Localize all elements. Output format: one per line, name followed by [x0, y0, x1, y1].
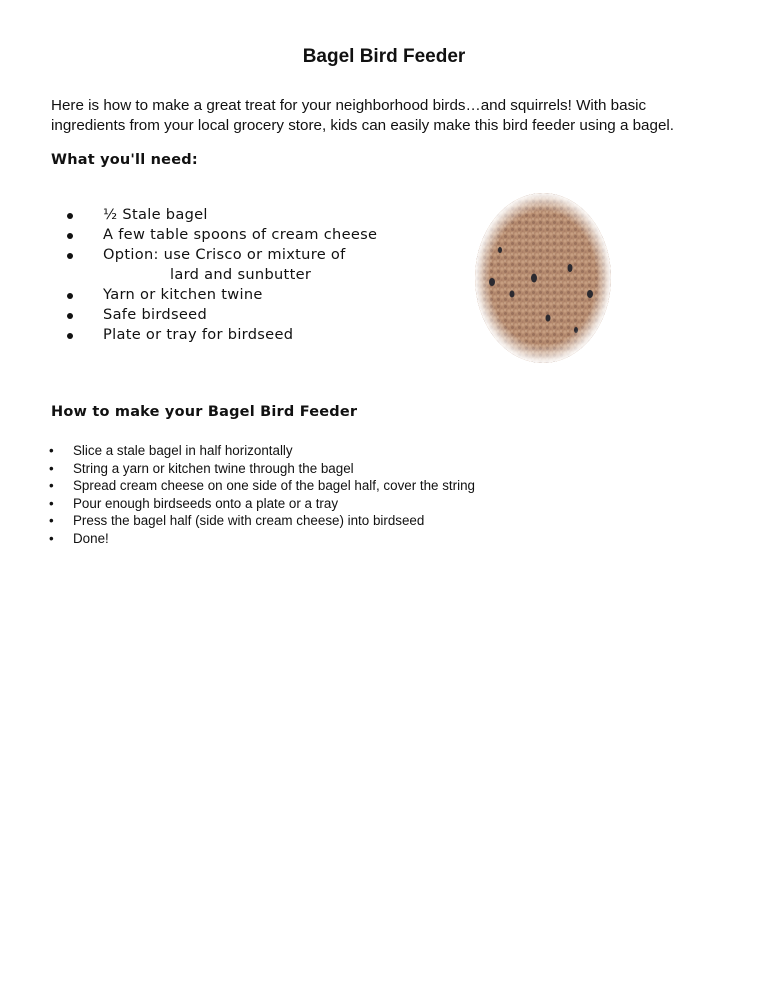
list-item-label: Option: use Crisco or mixture of	[103, 246, 346, 263]
list-item	[66, 305, 377, 325]
steps-list	[49, 442, 475, 548]
list-item-label: Done!	[73, 530, 109, 546]
intro-paragraph	[51, 96, 741, 136]
list-item	[49, 477, 475, 495]
bullet-icon: •	[49, 478, 54, 494]
document-title: Bagel Bird Feeder	[302, 46, 466, 67]
bullet-icon	[67, 253, 73, 259]
bullet-icon: •	[49, 460, 54, 476]
list-item	[49, 495, 475, 513]
list-item-label: A few table spoons of cream cheese	[103, 226, 378, 243]
bullet-icon: •	[49, 495, 54, 511]
list-item	[66, 245, 377, 265]
bullet-icon: •	[49, 513, 54, 529]
list-item	[49, 442, 475, 460]
list-item-label: Spread cream cheese on one side of the bagel half, cover the string	[73, 478, 475, 494]
list-item	[66, 325, 377, 345]
bullet-icon	[67, 233, 73, 239]
list-item-label: Slice a stale bagel in half horizontally	[73, 443, 293, 458]
list-item	[66, 225, 377, 245]
bullet-icon	[67, 333, 73, 339]
list-item-continuation	[66, 265, 377, 285]
list-item	[66, 285, 377, 305]
bullet-icon: •	[49, 443, 54, 458]
list-item-label: Press the bagel half (side with cream cheese) into birdseed	[73, 513, 425, 529]
bullet-icon: •	[49, 530, 54, 546]
list-item	[49, 530, 475, 548]
list-item	[49, 512, 475, 530]
list-item-label: lard and sunbutter	[170, 266, 312, 283]
bullet-icon	[67, 213, 73, 219]
list-item-label: ½ Stale bagel	[103, 206, 208, 223]
intro-line: ingredients from your local grocery store, kids can easily make this bird feeder using a bagel.	[51, 117, 674, 134]
list-item	[49, 460, 475, 478]
list-item-label: Safe birdseed	[103, 306, 208, 323]
list-item-label: String a yarn or kitchen twine through the bagel	[73, 460, 354, 476]
list-item-label: Yarn or kitchen twine	[103, 286, 263, 303]
needs-list	[66, 205, 377, 345]
bullet-icon	[67, 313, 73, 319]
steps-heading: How to make your Bagel Bird Feeder	[51, 404, 358, 420]
birdseed-bagel-photo	[472, 190, 614, 366]
list-item-label: Plate or tray for birdseed	[103, 326, 294, 343]
intro-line: Here is how to make a great treat for your neighborhood birds…and squirrels! With basic	[51, 97, 647, 114]
bullet-icon	[67, 293, 73, 299]
needs-heading: What you'll need:	[51, 152, 198, 168]
list-item	[66, 205, 377, 225]
list-item-label: Pour enough birdseeds onto a plate or a tray	[73, 495, 339, 511]
